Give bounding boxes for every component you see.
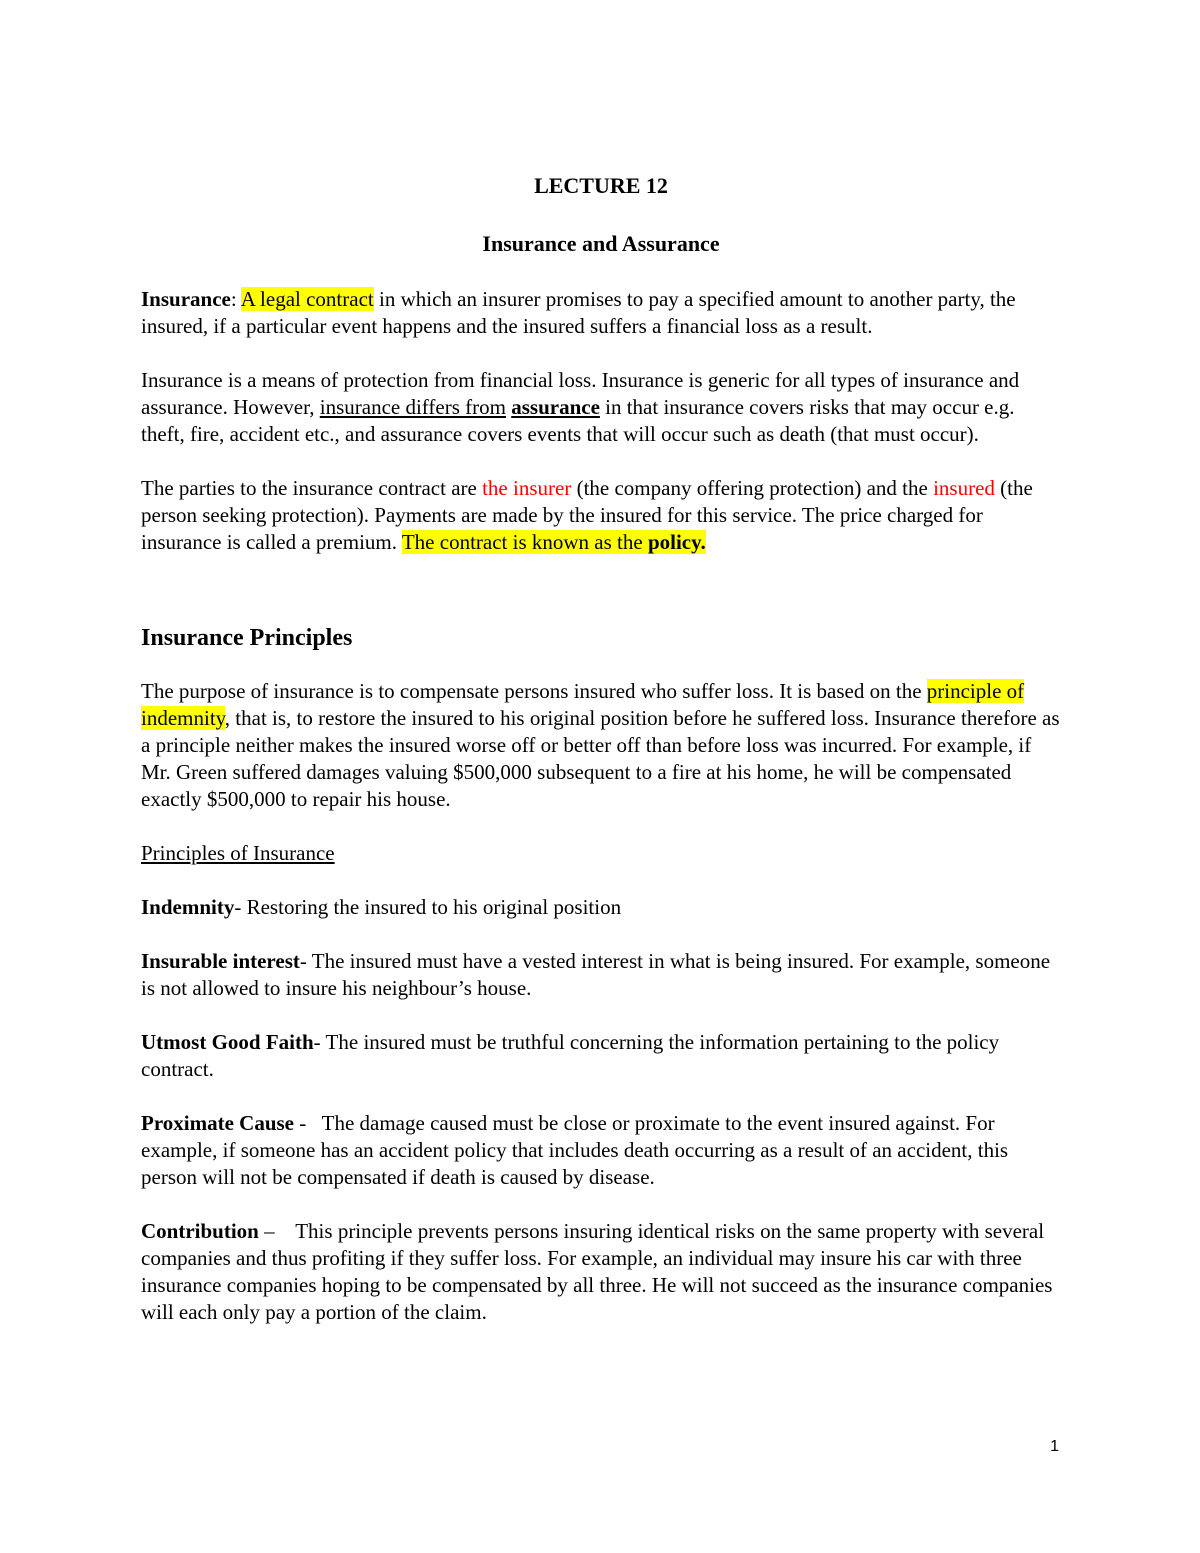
definition-text: in which an insurer promises to pay a specified amount to another party, the insured, if a particular event happens and the insured suffers a financial loss as a result.	[141, 287, 1016, 338]
definition-highlight: A legal contract	[240, 287, 374, 311]
para2-assurance: assurance	[511, 395, 600, 419]
page-number: 1	[1050, 1438, 1059, 1455]
para2-underlined: insurance differs from	[319, 395, 506, 419]
principle-separator: -	[294, 1111, 322, 1135]
principle-term: Contribution	[141, 1219, 259, 1243]
principle-text: Restoring the insured to his original position	[246, 895, 622, 919]
para3-text-2: (the company offering protection) and the	[571, 476, 934, 500]
principle-item	[141, 1029, 1061, 1083]
lecture-subtitle: Insurance and Assurance	[482, 231, 720, 256]
parties-paragraph	[141, 475, 1061, 556]
page-content	[141, 170, 1061, 1326]
para3-insured: insured	[933, 476, 995, 500]
principle-separator: -	[299, 949, 312, 973]
insurance-vs-assurance-paragraph	[141, 367, 1061, 448]
section-heading: Insurance Principles	[141, 625, 353, 651]
principle-text: This principle prevents persons insuring identical risks on the same property with several companies and thus profiting if they suffer loss. For example, an individual may insure his car with three insurance companies hoping to be compensated by all three. He will not succeed as the insurance companies will each only pay a portion of the claim.	[141, 1219, 1053, 1324]
para3-text-1: The parties to the insurance contract are	[141, 476, 483, 500]
lecture-title: LECTURE 12	[534, 173, 668, 198]
principle-term: Utmost Good Faith	[141, 1030, 314, 1054]
para2-text-1: Insurance is a means of protection from financial loss. Insurance is generic for all types of insurance and assurance. However,	[141, 368, 1020, 419]
para2-text-2: in that insurance covers risks that may occur e.g. theft, fire, accident etc., and assurance covers events that will occur such as death (that must occur).	[141, 395, 1015, 446]
definition-colon: :	[230, 287, 241, 311]
para3-the-insurer: the insurer	[482, 476, 572, 500]
principle-separator: –	[258, 1219, 296, 1243]
para3-text-3: (the person seeking protection). Payments are made by the insured for this service. The price charged for insurance is called a premium.	[141, 476, 1033, 554]
definition-paragraph	[141, 286, 1061, 340]
principle-separator: -	[313, 1030, 326, 1054]
principle-item	[141, 1110, 1061, 1191]
purpose-paragraph	[141, 678, 1061, 813]
principle-item	[141, 1218, 1061, 1326]
principle-term: Indemnity	[141, 895, 235, 919]
definition-term: Insurance	[141, 287, 231, 311]
principle-text: The insured must be truthful concerning the information pertaining to the policy contract.	[141, 1030, 1000, 1081]
principle-term: Proximate Cause	[141, 1111, 294, 1135]
principle-text: The damage caused must be close or proximate to the event insured against. For example, if someone has an accident policy that includes death occurring as a result of an accident, this person will not be compensated if death is caused by disease.	[141, 1111, 1009, 1189]
para4-text-2: , that is, to restore the insured to his original position before he suffered loss. Insurance therefore as a principle neither makes the insured worse off or better off than before loss was incurred. For example, if Mr. Green suffered damages valuing $500,000 subsequent to a fire at his home, he will be compensated exactly $500,000 to repair his house.	[141, 706, 1060, 811]
principle-separator: -	[234, 895, 247, 919]
principle-item	[141, 948, 1061, 1002]
principle-term: Insurable interest	[141, 949, 300, 973]
para4-highlight: principle of indemnity	[141, 679, 1025, 730]
para3-policy: policy.	[647, 530, 706, 554]
para3-highlight: The contract is known as the	[401, 530, 648, 554]
para4-text-1: The purpose of insurance is to compensate persons insured who suffer loss. It is based on the	[141, 679, 927, 703]
principle-text: The insured must have a vested interest in what is being insured. For example, someone is not allowed to insure his neighbour’s house.	[141, 949, 1051, 1000]
principles-heading: Principles of Insurance	[141, 841, 335, 865]
principle-item	[141, 894, 1061, 921]
